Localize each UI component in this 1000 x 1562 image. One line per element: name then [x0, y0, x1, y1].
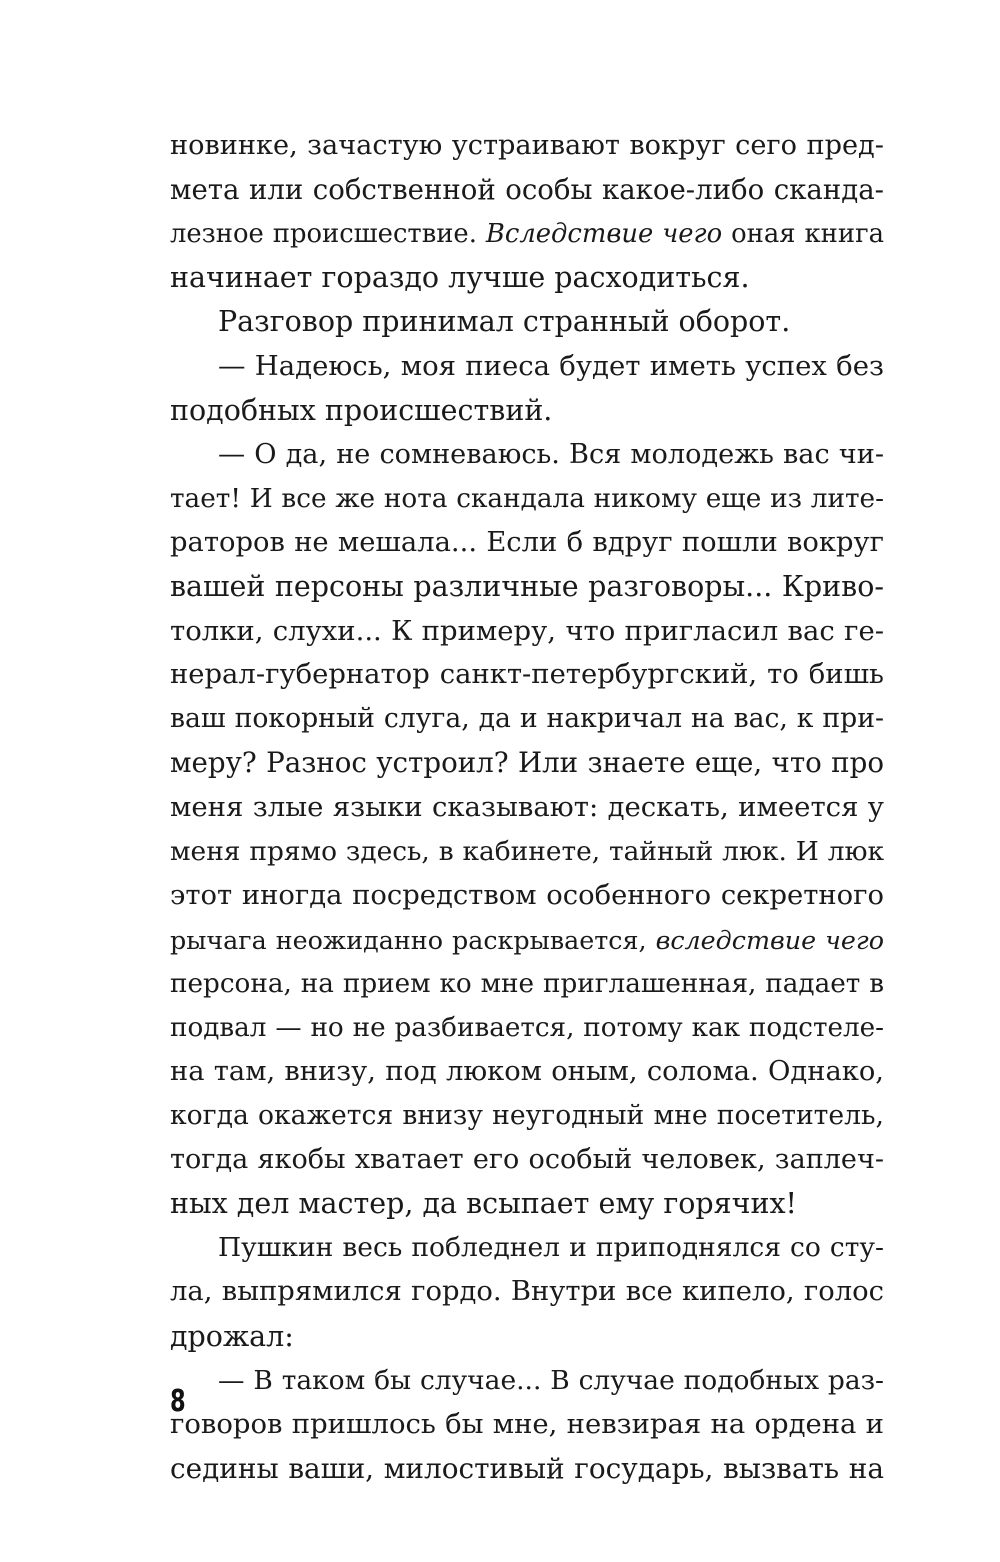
text-line: нерал-губернатор санкт-петербургский, то бишь [170, 659, 884, 691]
text-line: меня злые языки сказывают: дескать, имеется у [170, 791, 884, 824]
text-line: седины ваши, милостивый государь, вызвать на [170, 1451, 884, 1485]
text-segment: лезное происшествие. [170, 219, 486, 250]
text-line: подобных происшествий. [170, 393, 553, 427]
text-line: этот иногда посредством особенного секретного [170, 879, 884, 911]
italic-phrase: вследствие чего [655, 924, 885, 955]
body-text [170, 124, 884, 1491]
page-number: 8 [170, 1384, 186, 1419]
text-line: тает! И все же нота скандала никому еще из лите- [170, 483, 884, 514]
text-line: вашей персоны различные разговоры... Криво- [170, 569, 884, 603]
text-line: — Надеюсь, моя пиеса будет иметь успех без [218, 350, 884, 383]
text-line: Пушкин весь побледнел и приподнялся со сту- [218, 1232, 884, 1264]
text-line: ваш покорный слуга, да и накричал на вас, к при- [170, 703, 884, 735]
text-line: меру? Разнос устроил? Или знаете еще, что про [170, 746, 884, 780]
text-line [170, 212, 884, 256]
text-line: на там, внизу, под люком оным, солома. Однако, [170, 1055, 884, 1087]
text-line: дрожал: [170, 1319, 294, 1353]
text-line: говоров пришлось бы мне, невзирая на ордена и [170, 1408, 884, 1440]
text-line: мета или собственной особы какое-либо сканда- [170, 173, 884, 207]
text-line: когда окажется внизу неугодный мне посетитель, [170, 1100, 884, 1132]
text-line: меня прямо здесь, в кабинете, тайный люк. И люк [170, 835, 884, 867]
text-line: Разговор принимал странный оборот. [218, 305, 791, 339]
text-line [170, 918, 884, 962]
text-line: ла, выпрямился гордо. Внутри все кипело, голос [170, 1276, 884, 1308]
text-line: начинает гораздо лучше расходиться. [170, 261, 750, 295]
text-segment: оная книга [722, 219, 884, 250]
text-line: персона, на прием ко мне приглашенная, падает в [170, 968, 884, 999]
text-line: тогда якобы хватает его особый человек, заплеч- [170, 1144, 884, 1176]
text-line: новинке, зачастую устраивают вокруг сего пред- [170, 130, 884, 161]
text-line: ных дел мастер, да всыпает ему горячих! [170, 1187, 798, 1221]
text-line: толки, слухи... К примеру, что пригласил вас ге- [170, 615, 884, 648]
italic-phrase: Вследствие чего [485, 219, 723, 250]
text-line: раторов не мешала... Если б вдруг пошли вокруг [170, 526, 884, 558]
text-segment: рычага неожиданно раскрывается, [170, 924, 656, 955]
text-line: — В таком бы случае... В случае подобных раз- [218, 1364, 884, 1396]
text-line: — О да, не сомневаюсь. Вся молодежь вас чи- [218, 438, 884, 470]
text-line: подвал — но не разбивается, потому как подстеле- [170, 1012, 884, 1043]
